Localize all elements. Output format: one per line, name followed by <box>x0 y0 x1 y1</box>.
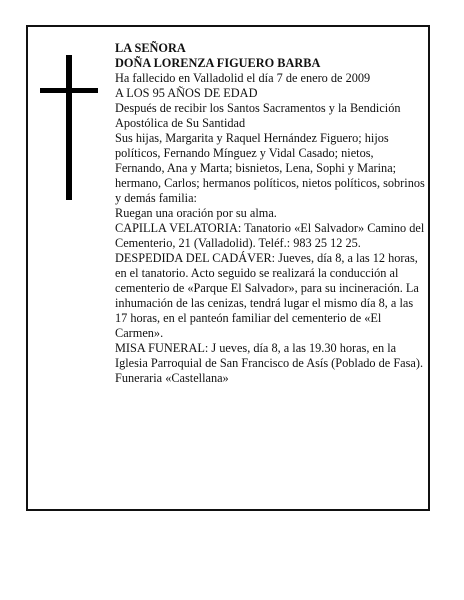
farewell-label: DESPEDIDA DEL CADÁVER: <box>115 251 276 265</box>
chapel-paragraph <box>115 221 425 251</box>
chapel-text: Tanatorio «El Salvador» Camino del Cementerio, 21 (Valladolid). Teléf.: 983 25 12 25. <box>115 221 425 250</box>
death-statement: Ha fallecido en Valladolid el día 7 de enero de 2009 <box>115 71 371 85</box>
obituary-notice <box>26 25 430 511</box>
notice-text <box>115 41 425 386</box>
prayer-line: Ruegan una oración por su alma. <box>115 206 277 220</box>
title-line: LA SEÑORA <box>115 41 186 55</box>
mass-paragraph <box>115 341 425 371</box>
age-line: A LOS 95 AÑOS DE EDAD <box>115 86 258 100</box>
cross-vertical-bar <box>66 55 72 200</box>
deceased-name: DOÑA LORENZA FIGUERO BARBA <box>115 56 321 70</box>
family-paragraph: Sus hijas, Margarita y Raquel Hernández Figuero; hijos políticos, Fernando Mínguez y Vidal Casado; nietos, Fernando, Ana y Marta; bisnietos, Lena, Sophi y Marina; hermano, Carlos; hermanos políticos, nietos políticos, sobrinos y demás familia: <box>115 131 425 205</box>
farewell-paragraph <box>115 251 425 341</box>
sacraments-paragraph: Después de recibir los Santos Sacramentos y la Bendición Apostólica de Su Santidad <box>115 101 401 130</box>
cross-icon <box>40 55 100 200</box>
chapel-label: CAPILLA VELATORIA: <box>115 221 242 235</box>
cross-horizontal-bar <box>40 88 98 93</box>
funeral-home: Funeraria «Castellana» <box>115 371 229 385</box>
mass-label: MISA FUNERAL: <box>115 341 209 355</box>
farewell-text: Jueves, día 8, a las 12 horas, en el tanatorio. Acto seguido se realizará la conducción al cementerio de «Parque El Salvador», para su incineración. La inhumación de las cenizas, tendrá lugar el mismo día 8, a las 17 horas, en el panteón familiar del cementerio de «El Carmen». <box>115 251 419 340</box>
mass-text: J ueves, día 8, a las 19.30 horas, en la Iglesia Parroquial de San Francisco de Asís (Poblado de Fasa). <box>115 341 424 370</box>
